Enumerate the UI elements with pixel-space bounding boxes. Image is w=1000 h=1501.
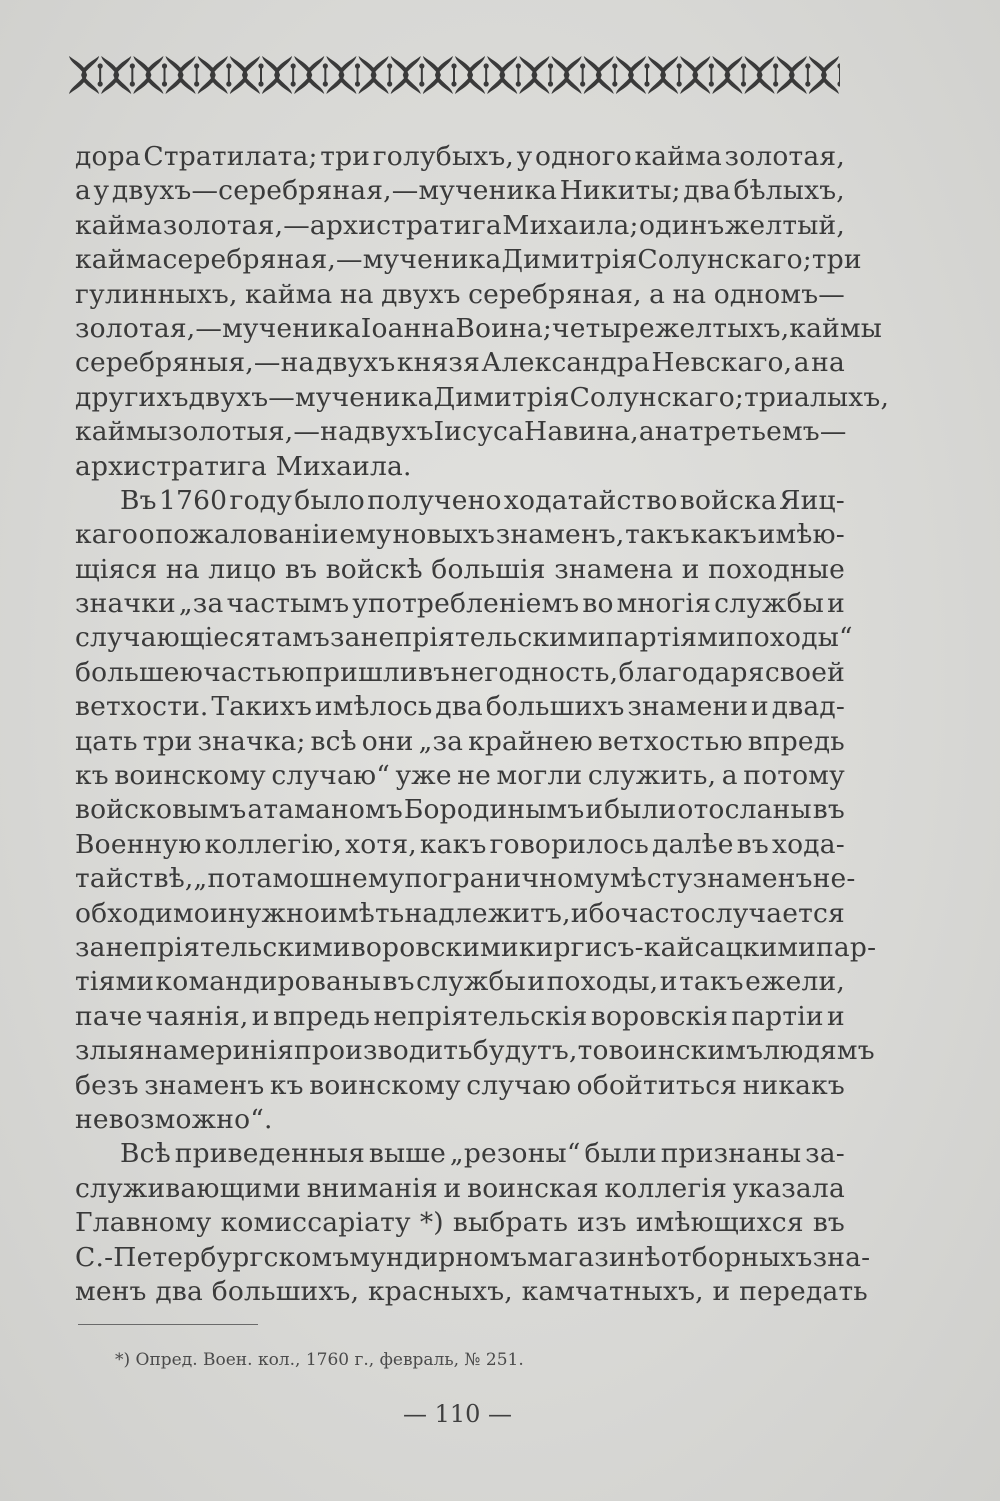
page-number: — 110 —	[402, 1400, 513, 1428]
text-line: дора Стратилата; три голубыхъ, у одного кайма золотая,	[75, 141, 845, 172]
text-line: злыя намеринія производить будутъ, то воинскимъ людямъ	[75, 1035, 875, 1067]
ornament-motif	[519, 56, 553, 94]
paragraph	[75, 140, 890, 484]
text-line: каго о пожалованіи ему новыхъ знаменъ, такъ какъ имѣю-	[75, 519, 845, 551]
text-line: кайма серебряная,—мученика Димитрія Солунскаго; три	[75, 244, 862, 276]
text-line: а у двухъ—серебряная,—мученика Никиты; два бѣлыхъ,	[75, 175, 845, 207]
text-line: невозможно“.	[75, 1103, 273, 1135]
text-line: кайма золотая,—архистратига Михаила; одинъ желтый,	[75, 209, 845, 241]
footnote-divider	[78, 1324, 258, 1325]
ornament-motif	[423, 56, 457, 94]
ornament-motif	[680, 56, 714, 94]
ornament-motif	[359, 56, 393, 94]
ornament-motif	[552, 56, 586, 94]
text-line: Главному комиссаріату *) выбрать изъ имѣющихся въ	[75, 1207, 845, 1239]
body-text	[75, 140, 890, 1309]
text-line: другихъ двухъ—мученика Димитрія Солунскаго; три алыхъ,	[75, 381, 890, 413]
text-line: обходимо и нужно имѣть надлежитъ, ибо часто случается	[75, 897, 845, 929]
text-line: безъ знаменъ къ воинскому случаю обойтиться никакъ	[75, 1069, 845, 1101]
text-line: менъ два большихъ, красныхъ, камчатныхъ, и передать	[75, 1275, 868, 1307]
ornament-motif	[745, 56, 779, 94]
text-line: войсковымъ атаманомъ Бородинымъ и были отосланы въ	[75, 794, 845, 826]
text-line: значки „за частымъ употребленіемъ во многія службы и	[75, 588, 845, 620]
text-line: гулинныхъ, кайма на двухъ серебряная, а на одномъ—	[75, 278, 845, 310]
ornament-motif	[166, 56, 200, 94]
text-line: С.-Петербургскомъ мундирномъ магазинѣ отборныхъ зна-	[75, 1241, 871, 1273]
text-line: тайствѣ, „по тамошнему пограничному мѣсту знаменъ не-	[75, 863, 856, 895]
text-line: Въ 1760 году было получено ходатайство войска Яиц-	[120, 484, 845, 516]
text-line: за непріятельскими воровскими киргисъ-кайсацкими пар-	[75, 931, 877, 963]
ornament-motif	[230, 56, 264, 94]
ornament-motif	[133, 56, 167, 94]
ornament-motif	[198, 56, 232, 94]
ornament-motif	[101, 56, 135, 94]
text-line: серебряныя,—на двухъ князя Александра Невскаго, а на	[75, 347, 845, 379]
text-line: золотая,—мученика Іоанна Воина; четыре желтыхъ, каймы	[75, 312, 883, 344]
text-line: паче чаянія, и впредь непріятельскія воровскія партіи и	[75, 1000, 845, 1032]
paragraph	[75, 1137, 871, 1309]
ornament-motif	[262, 56, 296, 94]
ornament-motif	[487, 56, 521, 94]
ornament-motif	[809, 56, 840, 94]
text-line: большею частью пришли въ негодность, благодаря своей	[75, 656, 845, 688]
paragraph	[75, 484, 877, 1137]
ornament-motif	[616, 56, 650, 94]
text-line: служивающими вниманія и воинская коллегія указала	[75, 1172, 845, 1204]
ornament-motif	[69, 56, 103, 94]
text-line: каймы золотыя,—на двухъ Іисуса Навина, а на третьемъ—	[75, 416, 847, 448]
text-line: щіяся на лицо въ войскѣ большія знамена и походные	[75, 553, 845, 585]
text-line: къ воинскому случаю“ уже не могли служить, а потому	[75, 760, 845, 792]
ornament-motif	[777, 56, 811, 94]
text-line: цать три значка; всѣ они „за крайнею ветхостью впредь	[75, 725, 845, 757]
text-line: Военную коллегію, хотя, какъ говорилось далѣе въ хода-	[75, 828, 845, 860]
text-line: Всѣ приведенныя выше „резоны“ были признаны за-	[120, 1138, 845, 1170]
ornament-motif	[391, 56, 425, 94]
ornamental-header-band	[68, 52, 840, 98]
ornament-motif	[294, 56, 328, 94]
ornament-motif	[712, 56, 746, 94]
text-line: случающіеся тамъ за непріятельскими партіями походы“	[75, 622, 853, 654]
ornament-motif	[455, 56, 489, 94]
ornament-motif	[584, 56, 618, 94]
text-line: тіями командированы въ службы и походы, и такъ ежели,	[75, 966, 845, 998]
footnote: *) Опред. Воен. кол., 1760 г., февраль, № 251.	[115, 1350, 524, 1370]
text-line: архистратига Михаила.	[75, 450, 412, 482]
ornament-motif	[648, 56, 682, 94]
ornament-motif	[326, 56, 360, 94]
text-line: ветхости. Такихъ имѣлось два большихъ знамени и двад-	[75, 691, 845, 723]
